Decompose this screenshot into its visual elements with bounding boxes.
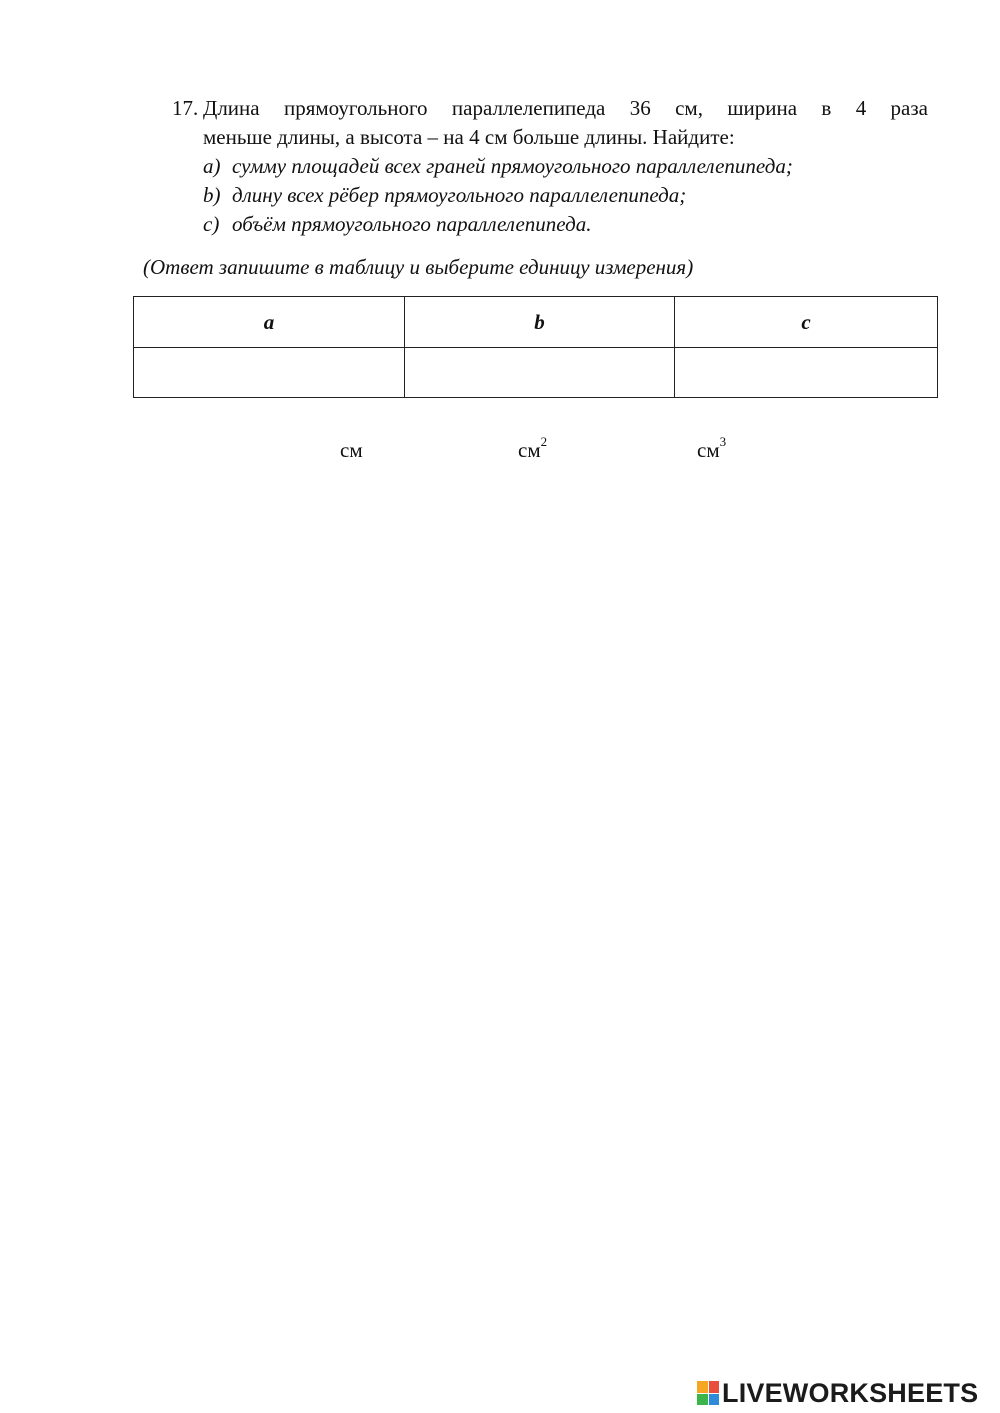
item-c <box>203 210 928 239</box>
unit-base: см <box>518 438 541 462</box>
item-text: длину всех рёбер прямоугольного параллелепипеда; <box>232 183 687 207</box>
item-label: b) <box>203 183 221 207</box>
table-header-row <box>134 297 938 348</box>
header-c: c <box>675 297 938 348</box>
problem-17 <box>172 94 928 239</box>
unit-cm[interactable] <box>340 438 363 463</box>
unit-exponent: 2 <box>540 434 548 449</box>
item-b <box>203 181 928 210</box>
statement-line-1: Длина прямоугольного параллелепипеда 36 см, ширина в 4 раза <box>203 96 928 120</box>
logo-cell <box>709 1381 720 1393</box>
item-label: c) <box>203 212 220 236</box>
instruction-note: (Ответ запишите в таблицу и выберите единицу измерения) <box>143 255 694 279</box>
unit-exponent: 3 <box>719 434 727 449</box>
answer-table <box>133 296 938 398</box>
problem-items <box>203 152 928 239</box>
unit-base: см <box>697 438 720 462</box>
answer-cell-b[interactable] <box>405 348 675 398</box>
logo-cell <box>697 1394 708 1406</box>
header-a: a <box>134 297 405 348</box>
item-label: a) <box>203 154 221 178</box>
item-text: сумму площадей всех граней прямоугольного параллелепипеда; <box>232 154 793 178</box>
answer-cell-c[interactable] <box>675 348 938 398</box>
logo-cell <box>709 1394 720 1406</box>
unit-cm3[interactable] <box>697 434 727 463</box>
item-text: объём прямоугольного параллелепипеда. <box>232 212 592 236</box>
unit-base: см <box>340 438 363 462</box>
problem-statement <box>203 94 928 152</box>
logo-grid-icon <box>697 1381 719 1405</box>
statement-line-2: меньше длины, а высота – на 4 см больше длины. Найдите: <box>203 125 735 149</box>
item-a <box>203 152 928 181</box>
table-answer-row <box>134 348 938 398</box>
unit-cm2[interactable] <box>518 434 548 463</box>
answer-cell-a[interactable] <box>134 348 405 398</box>
liveworksheets-logo <box>697 1378 978 1408</box>
logo-cell <box>697 1381 708 1393</box>
header-b: b <box>405 297 675 348</box>
problem-number: 17. <box>172 96 199 120</box>
logo-text: LIVEWORKSHEETS <box>722 1377 979 1408</box>
